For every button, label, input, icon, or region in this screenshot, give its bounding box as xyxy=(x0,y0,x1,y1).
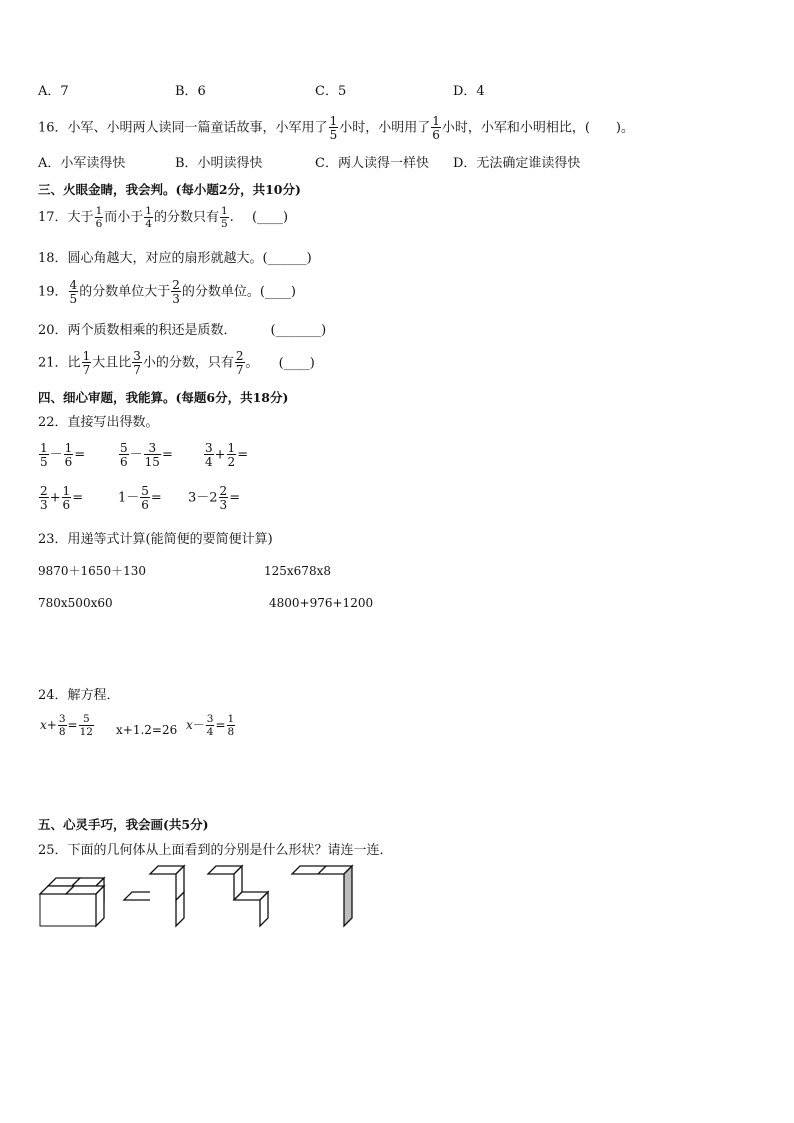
question-16: 16．小军、小明两人读同一篇童话故事，小军用了 $\frac{1}{5}$ 小时，小明用了 $\frac{1}{6}$ 小时，小军和小明相比，( )。 xyxy=(38,114,635,142)
q24-eq-3: x－ $\frac{3}{4}$ = $\frac{1}{8}$ xyxy=(186,713,235,738)
question-25-title: 25．下面的几何体从上面看到的分别是什么形状？请连一连． xyxy=(38,843,393,858)
q15-option-c: C．5 xyxy=(315,84,347,99)
q22-expr-3: $\frac{3}{4}$ + $\frac{1}{2}$ = xyxy=(205,441,249,469)
q24-eq-2: x+1.2=26 xyxy=(116,723,178,737)
q22-expr-1: $\frac{1}{5}$ － $\frac{1}{6}$ = xyxy=(40,441,86,469)
q24-eq-1: x+ $\frac{3}{8}$ = $\frac{5}{12}$ xyxy=(40,713,93,738)
question-21: 21．比 $\frac{1}{7}$ 大且比 $\frac{3}{7}$ 小的分数，只有 $\frac{2}{7}$ 。 (____) xyxy=(38,349,315,377)
top-view-shapes xyxy=(102,971,292,1030)
section-3-heading: 三、火眼金睛，我会判。(每小题2分，共10分) xyxy=(38,182,301,197)
q22-expr-5: 1－ $\frac{5}{6}$ = xyxy=(118,484,162,512)
solid-figure-3 xyxy=(208,866,268,926)
solid-figure-1 xyxy=(40,878,104,926)
question-18: 18．圆心角越大，对应的扇形就越大。(______) xyxy=(38,251,312,266)
q22-expr-4: $\frac{2}{3}$ + $\frac{1}{6}$ = xyxy=(40,484,84,512)
q16-option-d: D．无法确定谁读得快 xyxy=(453,156,581,171)
solid-figure-4 xyxy=(292,866,352,926)
top-view-b xyxy=(230,971,292,1030)
q22-expr-6: 3－2 $\frac{2}{3}$ = xyxy=(188,484,241,512)
q16-option-b: B．小明读得快 xyxy=(175,156,263,171)
q23-expr-2: 125x678x8 xyxy=(264,564,331,578)
q16-option-c: C．两人读得一样快 xyxy=(315,156,429,171)
section-4-heading: 四、细心审题，我能算。(每题6分，共18分) xyxy=(38,390,289,405)
question-20: 20．两个质数相乘的积还是质数． (_______) xyxy=(38,323,327,338)
section-5-heading: 五、心灵手巧，我会画(共5分) xyxy=(38,817,209,832)
question-22-title: 22．直接写出得数。 xyxy=(38,415,159,430)
q15-option-b: B．6 xyxy=(175,84,206,99)
q23-expr-4: 4800+976+1200 xyxy=(269,596,374,610)
question-24-title: 24．解方程． xyxy=(38,688,120,703)
q23-expr-1: 9870＋1650＋130 xyxy=(38,564,146,578)
q23-expr-3: 780x500x60 xyxy=(38,596,113,610)
top-view-a xyxy=(102,1001,164,1030)
cube-figures xyxy=(0,860,794,1060)
q15-option-d: D．4 xyxy=(453,84,485,99)
question-23-title: 23．用递等式计算(能简便的要简便计算) xyxy=(38,532,273,547)
solid-figure-2 xyxy=(124,866,184,926)
question-17: 17．大于 $\frac{1}{6}$ 而小于 $\frac{1}{4}$ 的分数只有 $\frac{1}{5}$ . (____) xyxy=(38,205,289,230)
q22-expr-2: $\frac{5}{6}$ － $\frac{3}{15}$ = xyxy=(120,441,173,469)
q15-option-a: A．7 xyxy=(38,84,69,99)
question-19: 19． $\frac{4}{5}$ 的分数单位大于 $\frac{2}{3}$ 的分数单位。(____) xyxy=(38,278,296,306)
q16-option-a: A．小军读得快 xyxy=(38,156,126,171)
